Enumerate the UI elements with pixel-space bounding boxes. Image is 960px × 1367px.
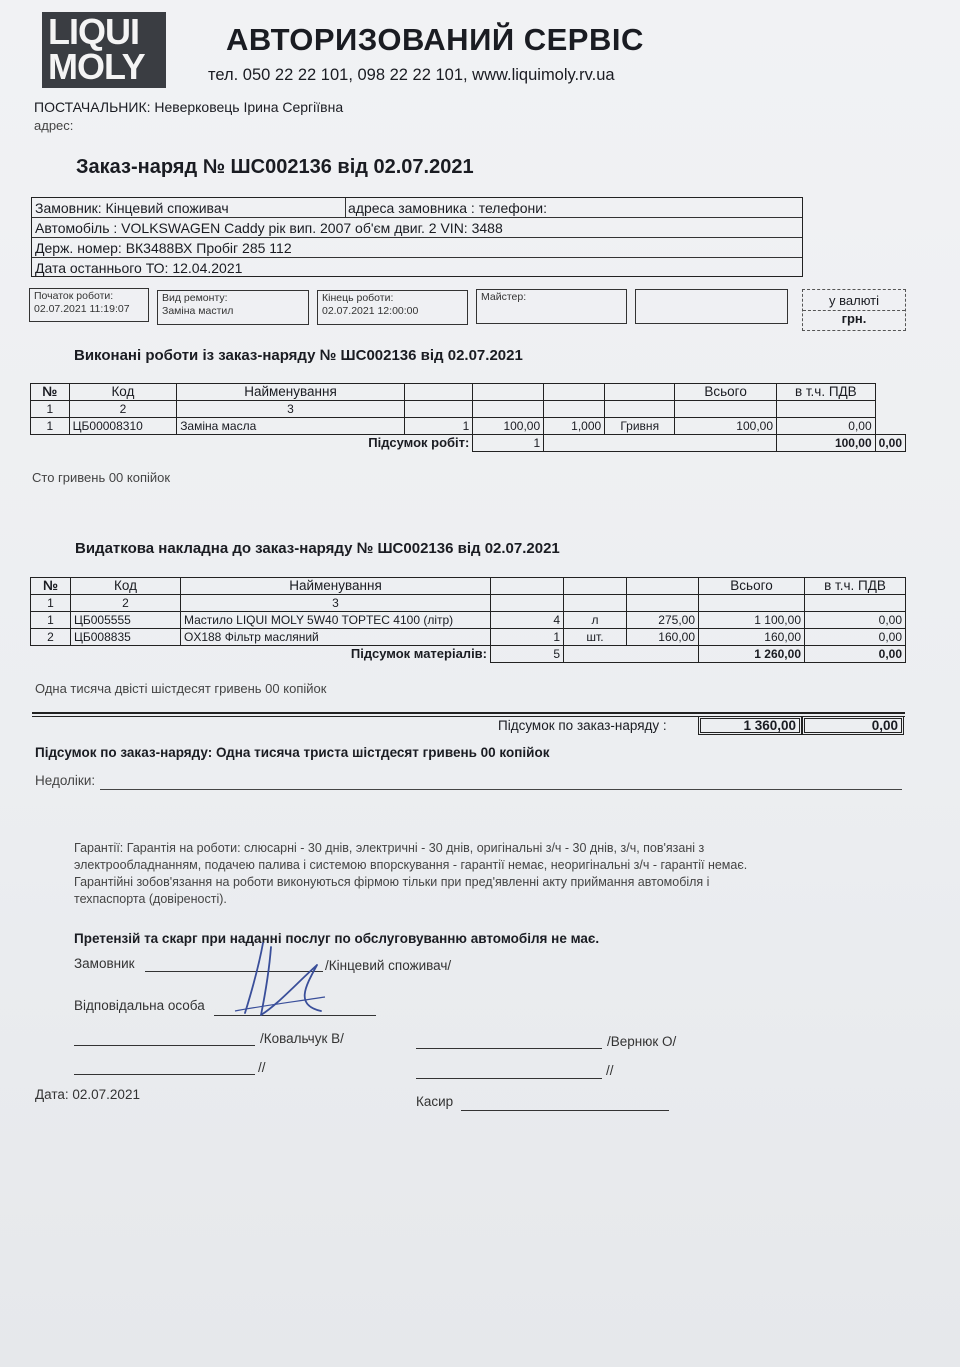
- row-total: 1 100,00: [699, 612, 805, 629]
- repair-type-box: [157, 290, 309, 325]
- materials-table: [30, 577, 906, 663]
- logo-line-2: MOLY: [48, 46, 145, 87]
- guarantee-line-1: Гарантії: Гарантія на роботи: слюсарні - 30 днів, электричні - 30 днів, оригінальні з/ч - 30 днів, з/ч, пов'язані з: [74, 841, 705, 855]
- customer-sign-name: /Кінцевий споживач/: [325, 958, 452, 973]
- index-2: 2: [71, 595, 181, 612]
- currency-box: [802, 289, 906, 331]
- currency-line2: грн.: [803, 310, 905, 326]
- row-unit: Гривня: [605, 418, 675, 435]
- signature-image: [225, 935, 335, 1020]
- end-value: 02.07.2021 12:00:00: [322, 305, 419, 317]
- works-table: [30, 383, 906, 452]
- start-value: 02.07.2021 11:19:07: [34, 303, 130, 315]
- col-code: Код: [71, 578, 181, 595]
- guarantee-line-2: электрообладнанням, подачею палива і системою впорскування - гарантії немає, неоригінальні з/ч - гарантії немає.: [74, 858, 748, 872]
- row-num: 2: [31, 629, 71, 646]
- last-service-row: Дата останнього ТО: 12.04.2021: [35, 260, 243, 276]
- works-subtotal-total: 100,00: [777, 435, 876, 452]
- row-num: 1: [31, 418, 70, 435]
- row-qty: 1: [404, 418, 473, 435]
- currency-line1: у валюті: [829, 293, 879, 308]
- works-header-row: [31, 384, 906, 401]
- works-words: Сто гривень 00 копійок: [32, 470, 171, 485]
- document-date: Дата: 02.07.2021: [35, 1087, 140, 1102]
- table-row: [31, 612, 906, 629]
- total-vat: 0,00: [802, 716, 904, 735]
- contacts: тел. 050 22 22 101, 098 22 22 101, www.liquimoly.rv.ua: [208, 66, 615, 84]
- index-1: 1: [31, 401, 70, 418]
- right-empty-name: //: [606, 1063, 614, 1078]
- table-row: [31, 629, 906, 646]
- customer-sign-label: Замовник: [74, 956, 135, 971]
- row-qty: 1: [491, 629, 564, 646]
- left-empty-line: [74, 1074, 255, 1075]
- row-vat: 0,00: [777, 418, 876, 435]
- right-sign-line: [416, 1048, 602, 1049]
- guarantee-line-4: техпаспорта (довіреності).: [74, 892, 227, 906]
- customer-box: [31, 197, 803, 277]
- works-subtotal-qty: 1: [473, 435, 544, 452]
- defects-line: [100, 789, 902, 790]
- logo-line-1: LIQUI: [48, 11, 139, 52]
- col-total: Всього: [675, 384, 777, 401]
- right-sign-name: /Вернюк О/: [607, 1034, 677, 1049]
- service-title: АВТОРИЗОВАНИЙ СЕРВІС: [226, 22, 644, 57]
- row-name: Мастило LIQUI MOLY 5W40 TOPTEC 4100 (літр): [181, 612, 491, 629]
- col-name: Найменування: [181, 578, 491, 595]
- row-num: 1: [31, 612, 71, 629]
- col-vat: в т.ч. ПДВ: [777, 384, 876, 401]
- client: Замовник: Кінцевий споживач: [35, 200, 229, 216]
- materials-subtotal-total: 1 260,00: [699, 646, 805, 663]
- row-unit: л: [564, 612, 627, 629]
- materials-words: Одна тисяча двісті шістдесят гривень 00 копійок: [35, 681, 327, 696]
- supplier: ПОСТАЧАЛЬНИК: Неверковець Ірина Сергіївна: [34, 99, 344, 115]
- col-num: №: [31, 578, 71, 595]
- col-name: Найменування: [177, 384, 405, 401]
- row-name: Заміна масла: [177, 418, 405, 435]
- order-title: Заказ-наряд № ШС002136 від 02.07.2021: [76, 156, 474, 178]
- cashier-line: [461, 1110, 669, 1111]
- end-time-box: [317, 290, 468, 325]
- col-vat: в т.ч. ПДВ: [805, 578, 906, 595]
- row-price: 100,00: [473, 418, 544, 435]
- col-total: Всього: [699, 578, 805, 595]
- row-code: ЦБ005555: [71, 612, 181, 629]
- repair-value: Заміна мастил: [162, 305, 234, 317]
- col-code: Код: [69, 384, 177, 401]
- total-label: Підсумок по заказ-наряду :: [498, 718, 667, 733]
- index-2: 2: [69, 401, 177, 418]
- row-total: 100,00: [675, 418, 777, 435]
- total-words: Підсумок по заказ-наряду: Одна тисяча триста шістдесят гривень 00 копійок: [35, 745, 550, 760]
- start-time-box: [29, 288, 149, 322]
- materials-index-row: [31, 595, 906, 612]
- customer-row: [32, 198, 802, 218]
- table-row: [31, 418, 906, 435]
- materials-title: Видаткова накладна до заказ-наряду № ШС002136 від 02.07.2021: [75, 540, 560, 557]
- left-sign-name: /Ковальчук В/: [260, 1031, 344, 1046]
- row-coef: 1,000: [544, 418, 605, 435]
- repair-label: Вид ремонту:: [162, 292, 228, 304]
- materials-header-row: [31, 578, 906, 595]
- row-qty: 4: [491, 612, 564, 629]
- liqui-moly-logo: [42, 12, 166, 88]
- address: адрес:: [34, 118, 74, 133]
- guarantee-text: [74, 840, 747, 908]
- left-sign-line: [74, 1045, 255, 1046]
- materials-subtotal-row: [31, 646, 906, 663]
- materials-subtotal-label: Підсумок матеріалів:: [350, 646, 487, 662]
- materials-subtotal-vat: 0,00: [805, 646, 906, 663]
- index-3: 3: [181, 595, 491, 612]
- cashier-label: Касир: [416, 1094, 454, 1109]
- works-index-row: [31, 401, 906, 418]
- client-address: адреса замовника : телефони:: [348, 200, 547, 216]
- end-label: Кінець роботи:: [322, 292, 394, 304]
- total-value: 1 360,00: [698, 716, 802, 735]
- claims-text: Претензій та скарг при наданні послуг по обслуговуванню автомобіля не має.: [74, 931, 600, 946]
- row-code: ЦБ00008310: [69, 418, 177, 435]
- row-vat: 0,00: [805, 612, 906, 629]
- works-subtotal-label: Підсумок робіт:: [368, 435, 470, 451]
- works-subtotal-vat: 0,00: [875, 435, 905, 452]
- row-price: 275,00: [627, 612, 699, 629]
- master-box: [476, 289, 627, 324]
- master-label: Майстер:: [481, 291, 527, 303]
- total-rule: [32, 712, 905, 714]
- left-empty-name: //: [258, 1060, 266, 1075]
- row-price: 160,00: [627, 629, 699, 646]
- divider: [345, 198, 346, 218]
- responsible-label: Відповідальна особа: [74, 998, 205, 1013]
- defects-label: Недоліки:: [35, 773, 96, 788]
- materials-subtotal-qty: 5: [491, 646, 564, 663]
- row-unit: шт.: [564, 629, 627, 646]
- index-1: 1: [31, 595, 71, 612]
- works-subtotal-row: [31, 435, 906, 452]
- index-3: 3: [177, 401, 405, 418]
- start-label: Початок роботи:: [34, 290, 114, 302]
- guarantee-line-3: Гарантійні зобов'язання на роботи виконуються фірмою тільки при пред'явленні акту приймання автомобіля і: [74, 875, 710, 889]
- car-row: Автомобіль : VOLKSWAGEN Caddy рік вип. 2007 об'єм двиг. 2 VIN: 3488: [32, 218, 802, 238]
- row-vat: 0,00: [805, 629, 906, 646]
- empty-box: [635, 289, 788, 324]
- right-empty-line: [416, 1078, 602, 1079]
- col-num: №: [31, 384, 70, 401]
- row-total: 160,00: [699, 629, 805, 646]
- plate-row: Держ. номер: ВК3488ВХ Пробіг 285 112: [32, 238, 802, 258]
- row-name: OX188 Фільтр масляний: [181, 629, 491, 646]
- works-title: Виконані роботи із заказ-наряду № ШС002136 від 02.07.2021: [74, 347, 523, 364]
- row-code: ЦБ008835: [71, 629, 181, 646]
